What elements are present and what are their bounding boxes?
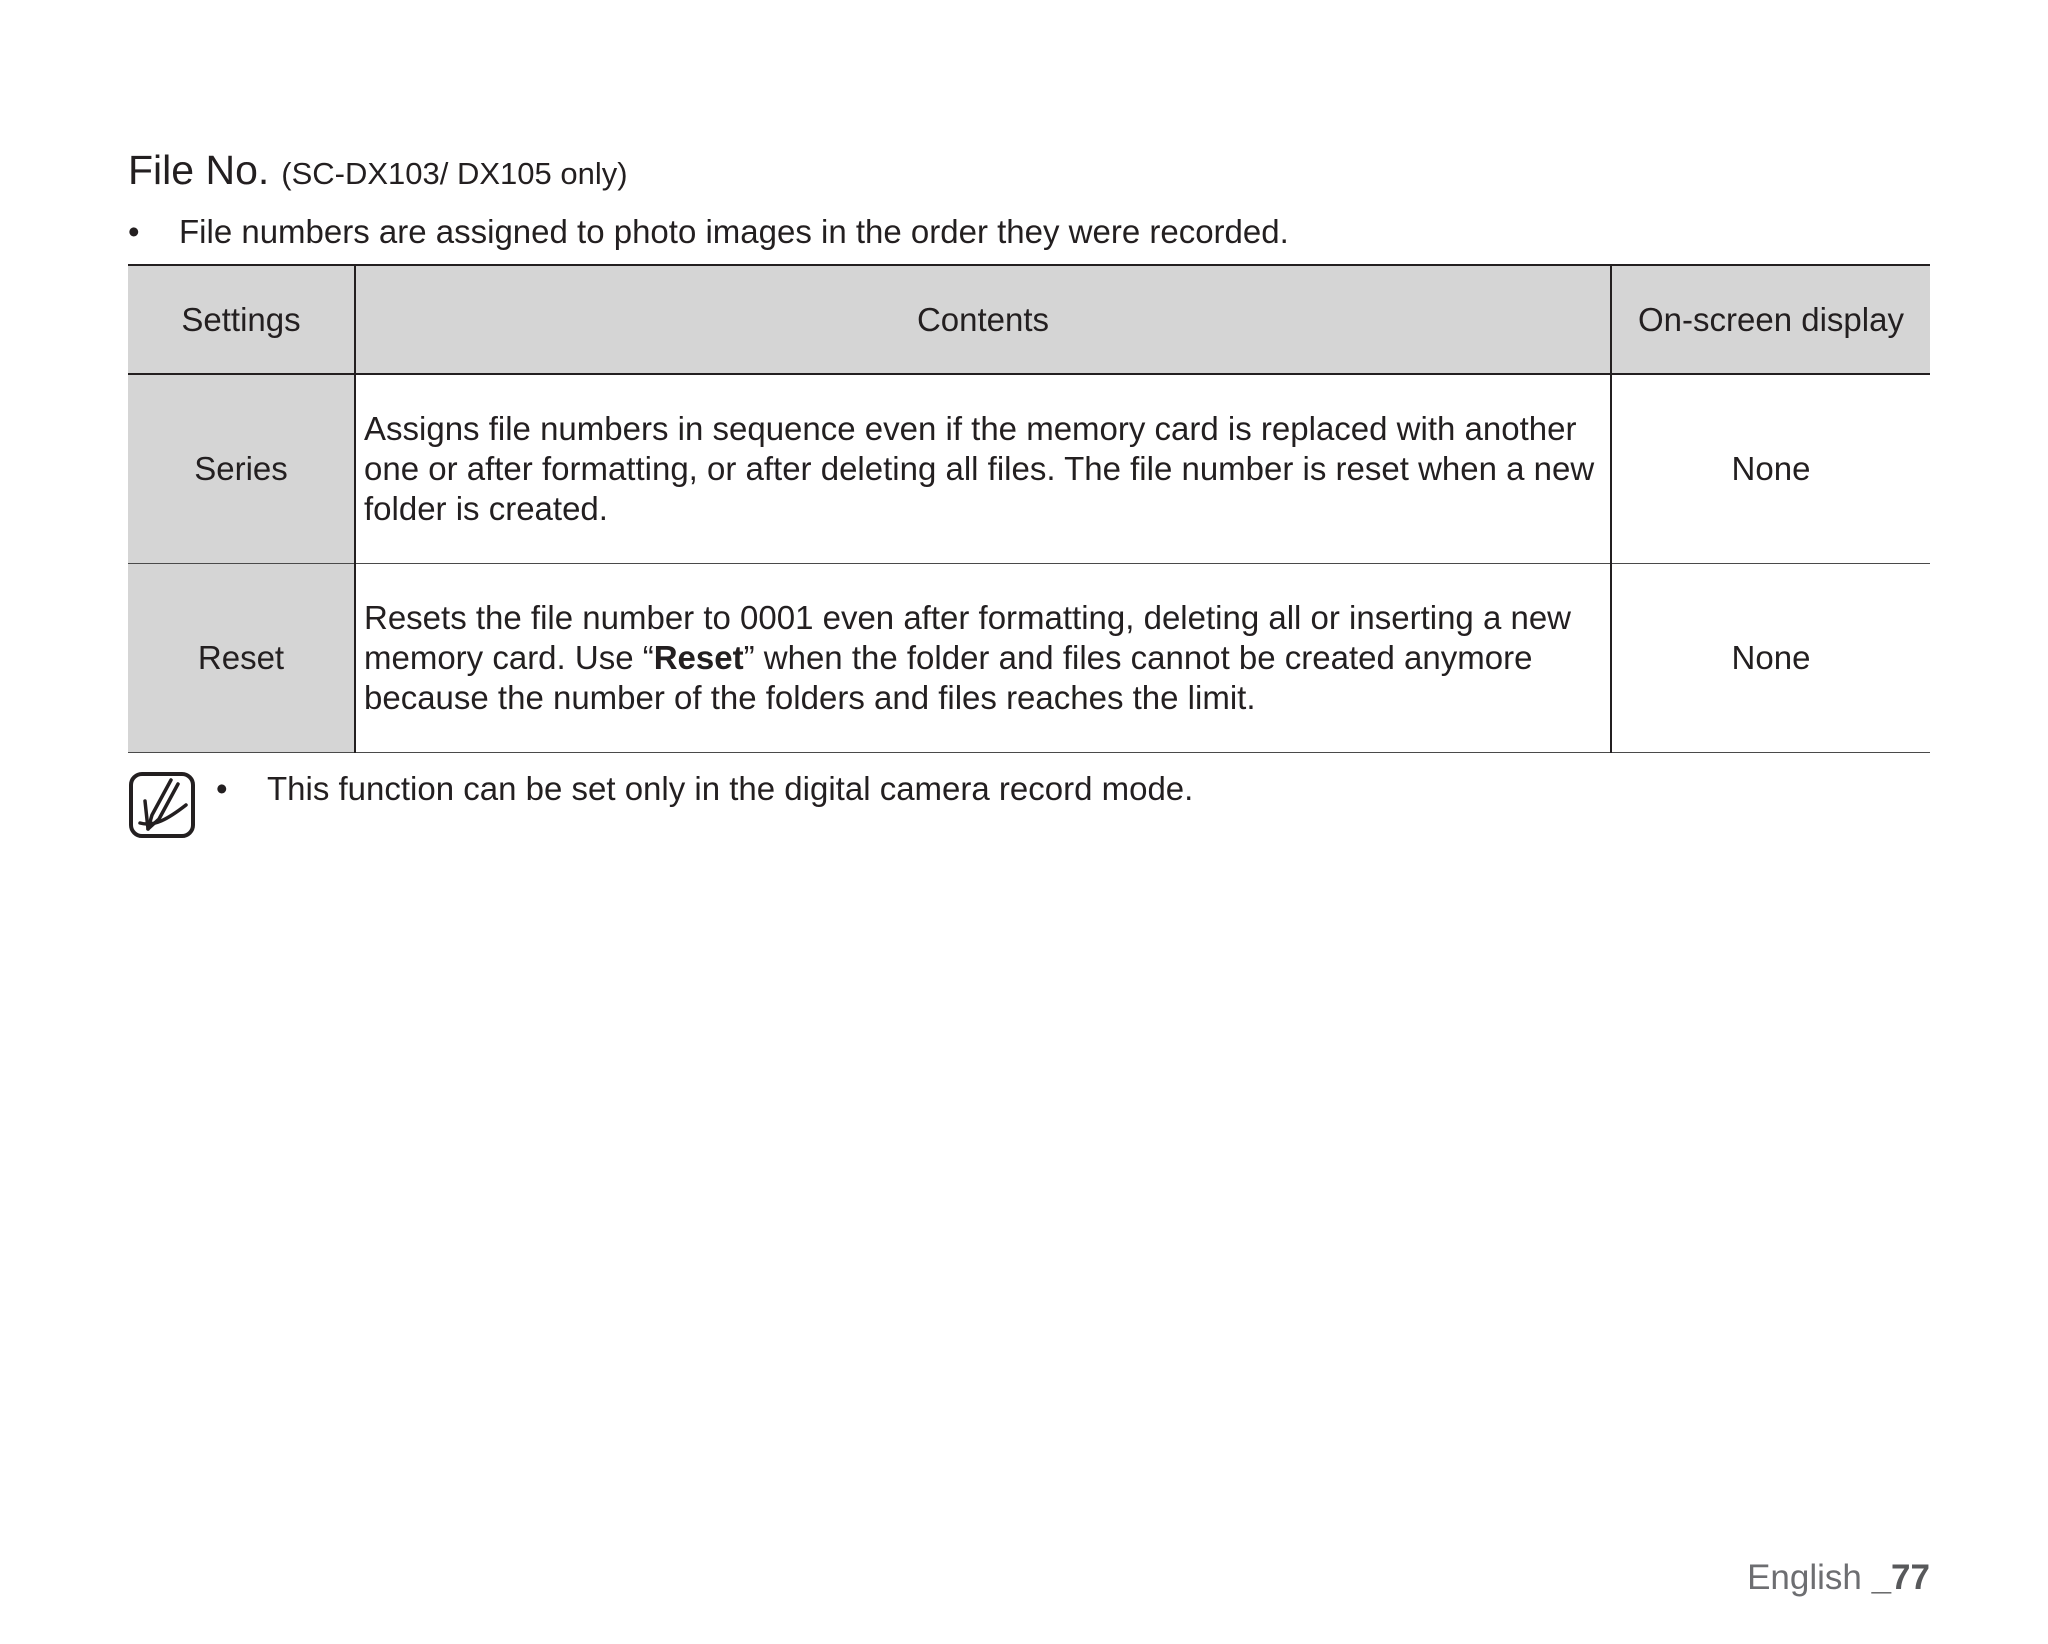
series-display: None [1611,374,1930,564]
series-contents: Assigns file numbers in sequence even if the memory card is replaced with another one or after formatting, or after deleting all files. The file number is reset when a new folder is created. [355,374,1611,564]
page-number: _77 [1871,1558,1930,1597]
setting-series: Series [128,374,355,564]
header-settings: Settings [128,265,355,374]
section-title: File No. [128,147,270,193]
reset-contents [355,564,1611,753]
intro-bullet-item [128,212,1930,252]
note-pencil-icon [128,771,196,839]
page-footer [1747,1558,1930,1598]
table-header-row [128,265,1930,374]
note-text: This function can be set only in the digital camera record mode. [267,770,1194,807]
file-no-settings-table [128,264,1930,753]
bullet: • [216,770,228,807]
model-note: (SC-DX103/ DX105 only) [281,156,628,191]
table-row [128,564,1930,753]
note-block [128,763,1930,853]
intro-text: File numbers are assigned to photo images in the order they were recorded. [179,213,1289,250]
reset-contents-text-end: ” when the folder and files cannot be created anymore because the number of the folders and files reaches the limit. [364,639,1533,716]
setting-reset: Reset [128,564,355,753]
reset-display: None [1611,564,1930,753]
section-heading [128,147,1930,196]
reset-keyword: Reset [653,639,744,676]
header-on-screen-display: On-screen display [1611,265,1930,374]
header-contents: Contents [355,265,1611,374]
manual-page [128,147,1930,853]
table-row [128,374,1930,564]
note-bullet-item [216,769,1193,809]
footer-language: English [1747,1558,1872,1597]
reset-contents-text: Resets the file number to 0001 even after formatting, deleting all or inserting a new memory card. Use “ [364,599,1572,676]
bullet: • [128,213,140,250]
